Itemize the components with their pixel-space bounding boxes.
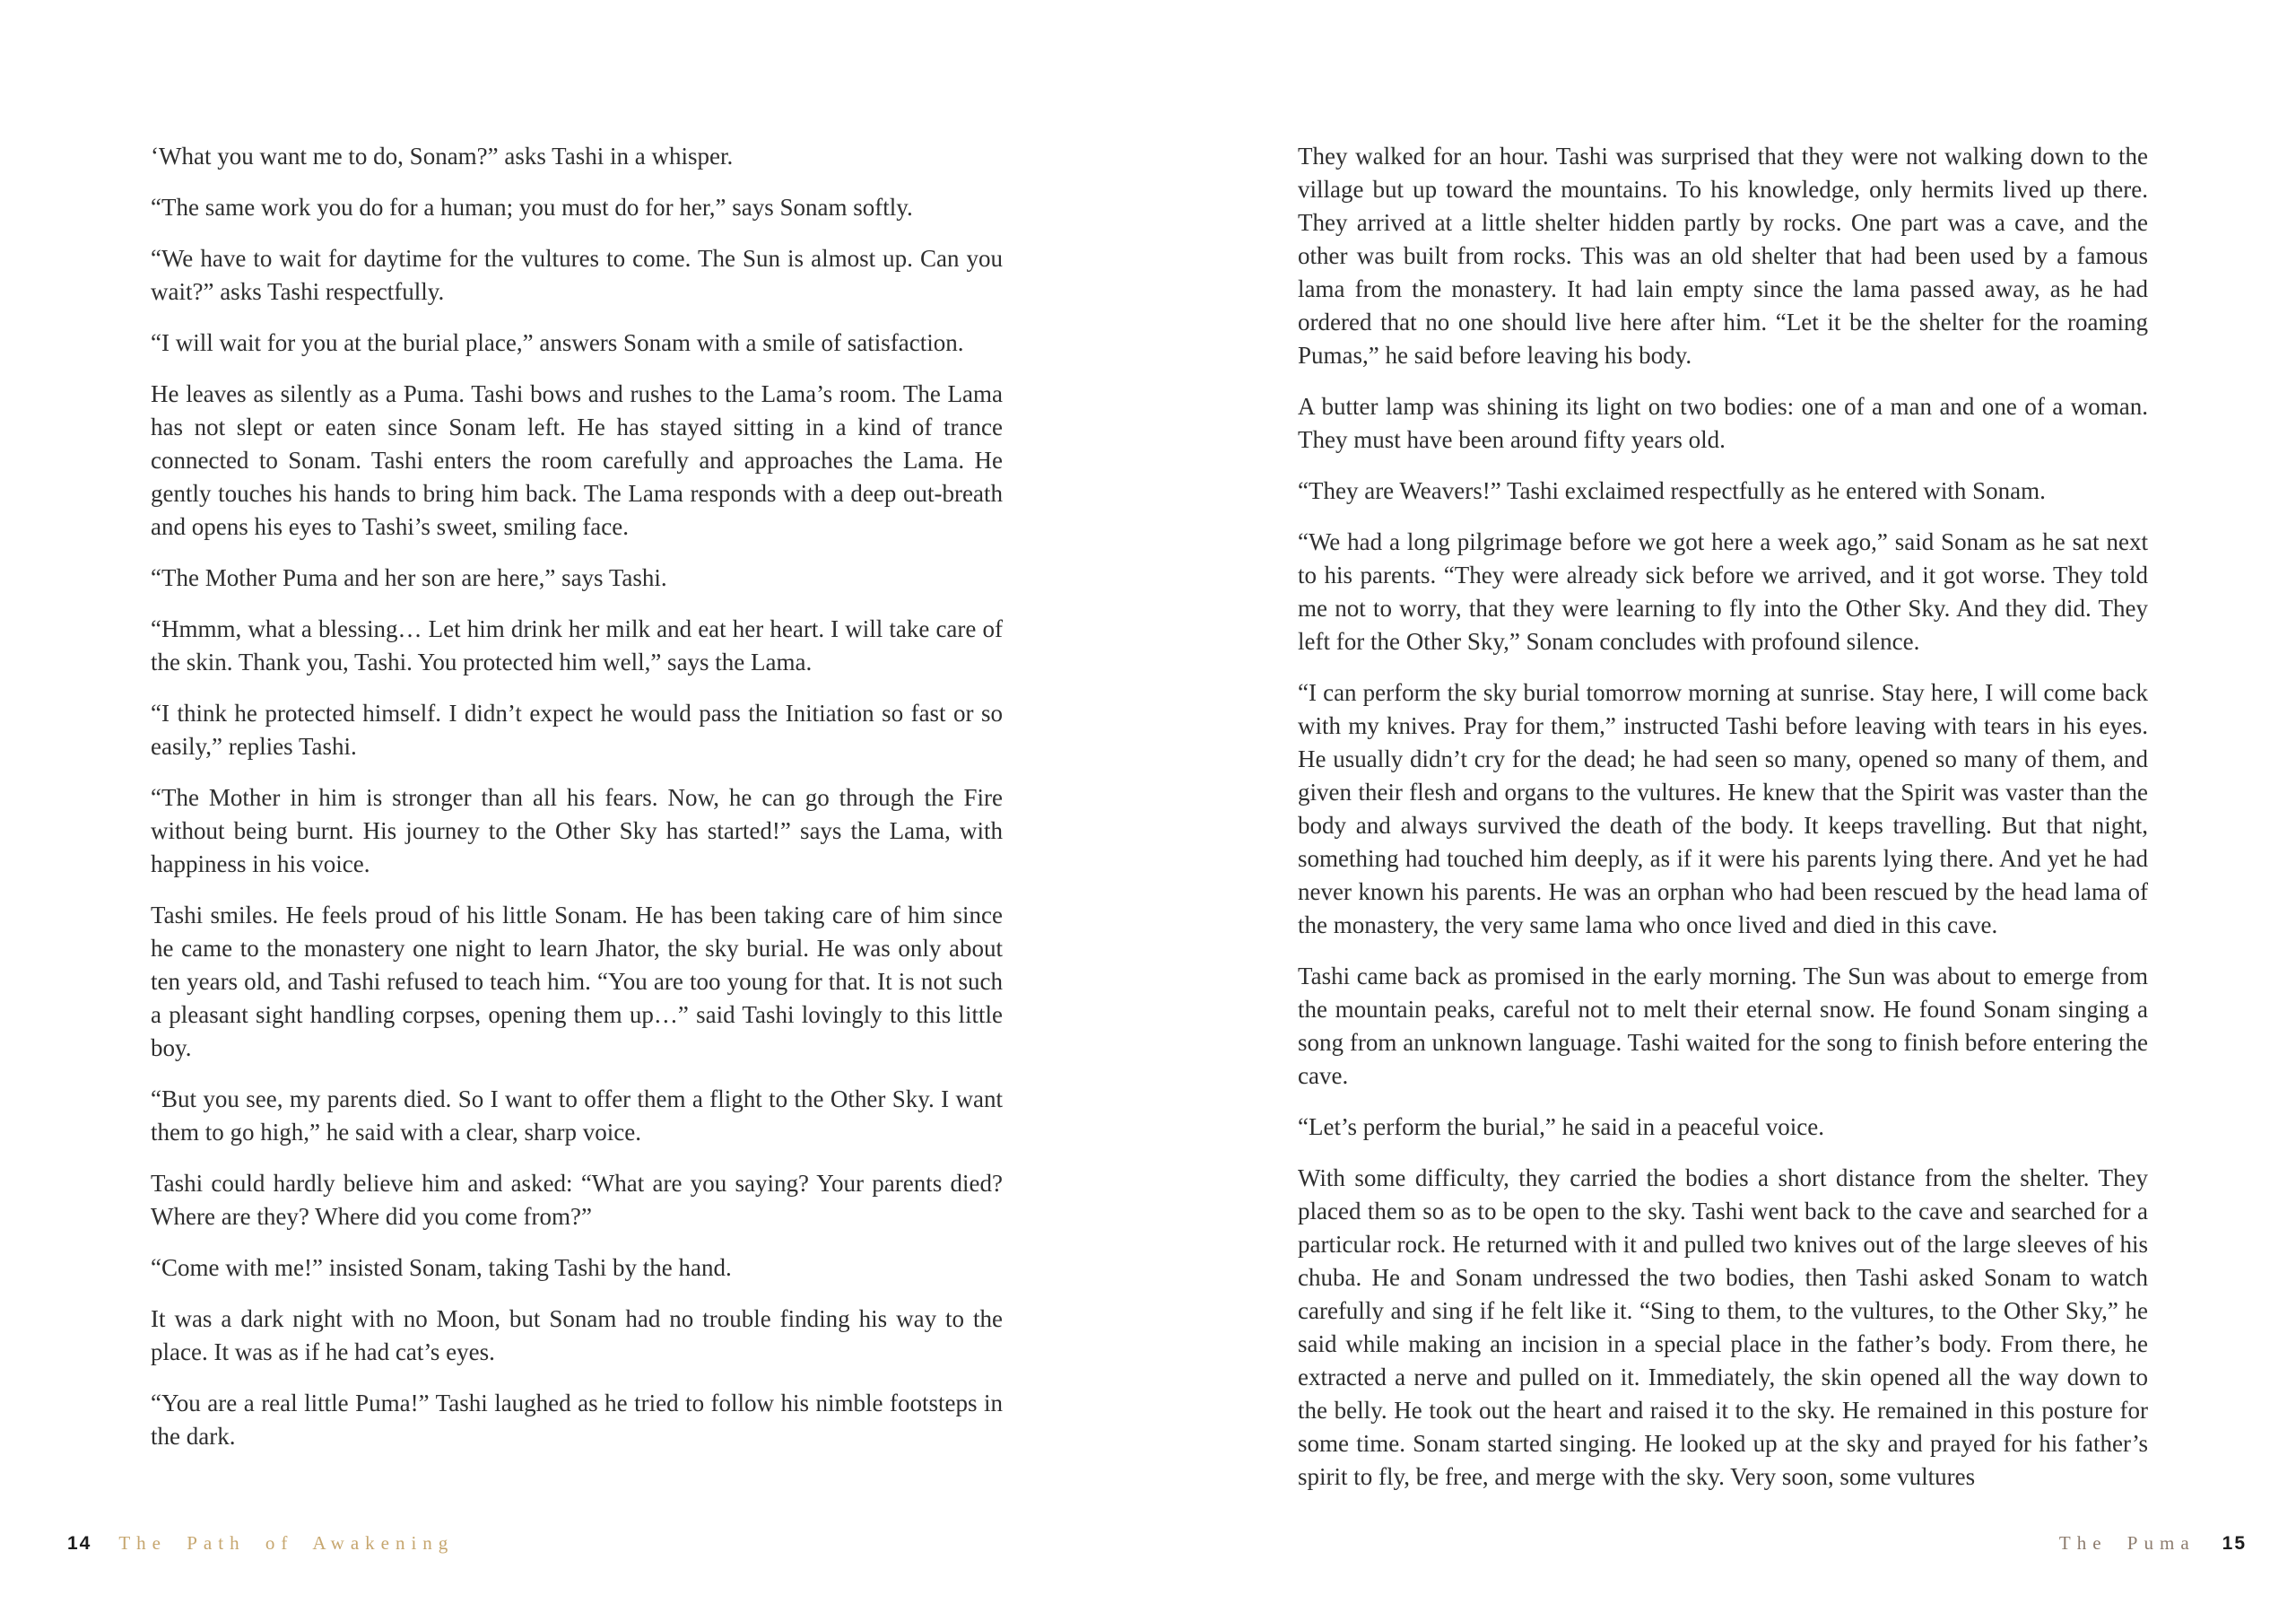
paragraph: “The same work you do for a human; you must do for her,” says Sonam softly. — [151, 194, 913, 221]
paragraph: “But you see, my parents died. So I want to offer them a flight to the Other Sky. I want them to go high,” he said with a clear, sharp voice. — [151, 1085, 1003, 1146]
paragraph: Tashi smiles. He feels proud of his little Sonam. He has been taking care of him since he came to the monastery one night to learn Jhator, the sky burial. He was only about ten years old, and Tashi refused to teach him. “You are too young for that. It is not such a pleasant sight handling corpses, opening them up…” said Tashi lovingly to this little boy. — [151, 902, 1003, 1061]
paragraph: Tashi came back as promised in the early morning. The Sun was about to emerge from the mountain peaks, careful not to melt their eternal snow. He found Sonam singing a song from an unknown language. Tashi waited for the song to finish before entering the cave. — [1298, 963, 2148, 1089]
paragraph: It was a dark night with no Moon, but Sonam had no trouble finding his way to the place. It was as if he had cat’s eyes. — [151, 1305, 1003, 1365]
paragraph: ‘What you want me to do, Sonam?” asks Tashi in a whisper. — [151, 143, 734, 170]
paragraph: “We have to wait for daytime for the vultures to come. The Sun is almost up. Can you wait?” asks Tashi respectfully. — [151, 245, 1003, 305]
book-title-footer: The Path of Awakening — [118, 1532, 455, 1554]
paragraph: They walked for an hour. Tashi was surprised that they were not walking down to the village but up toward the mountains. To his knowledge, only hermits lived up there. They arrived at a little shelter hidden partly by rocks. One part was a cave, and the other was built from rocks. This was an old shelter that had been used by a famous lama from the monastery. It had lain empty since the lama passed away, as he had ordered that no one should live here after him. “Let it be the shelter for the roaming Pumas,” he said before leaving his body. — [1298, 143, 2148, 369]
paragraph: “Let’s perform the burial,” he said in a peaceful voice. — [1298, 1113, 1824, 1140]
paragraph: “I will wait for you at the burial place,” answers Sonam with a smile of satisfaction. — [151, 329, 964, 356]
page-left-text — [151, 140, 1003, 1471]
paragraph: “You are a real little Puma!” Tashi laughed as he tried to follow his nimble footsteps in the dark. — [151, 1390, 1003, 1450]
paragraph: “We had a long pilgrimage before we got here a week ago,” said Sonam as he sat next to his parents. “They were already sick before we arrived, and it got worse. They told me not to worry, that they were learning to fly into the Other Sky. And they did. They left for the Other Sky,” Sonam concludes with profound silence. — [1298, 528, 2148, 655]
page-number-left: 14 — [67, 1533, 92, 1554]
paragraph: “The Mother Puma and her son are here,” says Tashi. — [151, 564, 667, 591]
page-right-footer — [2059, 1532, 2247, 1555]
paragraph: With some difficulty, they carried the bodies a short distance from the shelter. They placed them so as to be open to the sky. Tashi went back to the cave and searched for a particular rock. He returned with it and pulled two knives out of the large sleeves of his chuba. He and Sonam undressed the two bodies, then Tashi asked Sonam to watch carefully and sing if he felt like it. “Sing to them, to the vultures, to the Other Sky,” he said while making an incision in a special place in the father’s body. From there, he extracted a nerve and pulled on it. Immediately, the skin opened all the way down to the belly. He took out the heart and raised it to the sky. He remained in this posture for some time. Sonam started singing. He looked up at the sky and prayed for his father’s spirit to fly, be free, and merge with the sky. Very soon, some vultures — [1298, 1164, 2148, 1490]
paragraph: “The Mother in him is stronger than all his fears. Now, he can go through the Fire without being burnt. His journey to the Other Sky has started!” says the Lama, with happiness in his voice. — [151, 784, 1003, 877]
paragraph: “They are Weavers!” Tashi exclaimed respectfully as he entered with Sonam. — [1298, 477, 2046, 504]
paragraph: He leaves as silently as a Puma. Tashi bows and rushes to the Lama’s room. The Lama has not slept or eaten since Sonam left. He has stayed sitting in a kind of trance connected to Sonam. Tashi enters the room carefully and approaches the Lama. He gently touches his hands to bring him back. The Lama responds with a deep out-breath and opens his eyes to Tashi’s sweet, smiling face. — [151, 380, 1003, 540]
paragraph: “I think he protected himself. I didn’t expect he would pass the Initiation so fast or so easily,” replies Tashi. — [151, 700, 1003, 760]
page-number-right: 15 — [2222, 1533, 2247, 1554]
page-right-text — [1298, 140, 2148, 1512]
paragraph: “I can perform the sky burial tomorrow morning at sunrise. Stay here, I will come back with my knives. Pray for them,” instructed Tashi before leaving with tears in his eyes. He usually didn’t cry for the dead; he had seen so many, opened so many of them, and given their flesh and organs to the vultures. He knew that the Spirit was vaster than the body and always survived the death of the body. It keeps travelling. But that night, something had touched him deeply, as if it were his parents lying there. And yet he had never known his parents. He was an orphan who had been rescued by the head lama of the monastery, the very same lama who once lived and died in this cave. — [1298, 679, 2148, 938]
chapter-title-footer: The Puma — [2058, 1532, 2196, 1554]
paragraph: “Hmmm, what a blessing… Let him drink her milk and eat her heart. I will take care of the skin. Thank you, Tashi. You protected him well,” says the Lama. — [151, 615, 1003, 675]
page-left-footer — [67, 1532, 454, 1555]
paragraph: Tashi could hardly believe him and asked: “What are you saying? Your parents died? Where are they? Where did you come from?” — [151, 1170, 1003, 1230]
page-right — [1148, 0, 2296, 1621]
paragraph: “Come with me!” insisted Sonam, taking Tashi by the hand. — [151, 1254, 732, 1281]
paragraph: A butter lamp was shining its light on two bodies: one of a man and one of a woman. They must have been around fifty years old. — [1298, 393, 2148, 453]
